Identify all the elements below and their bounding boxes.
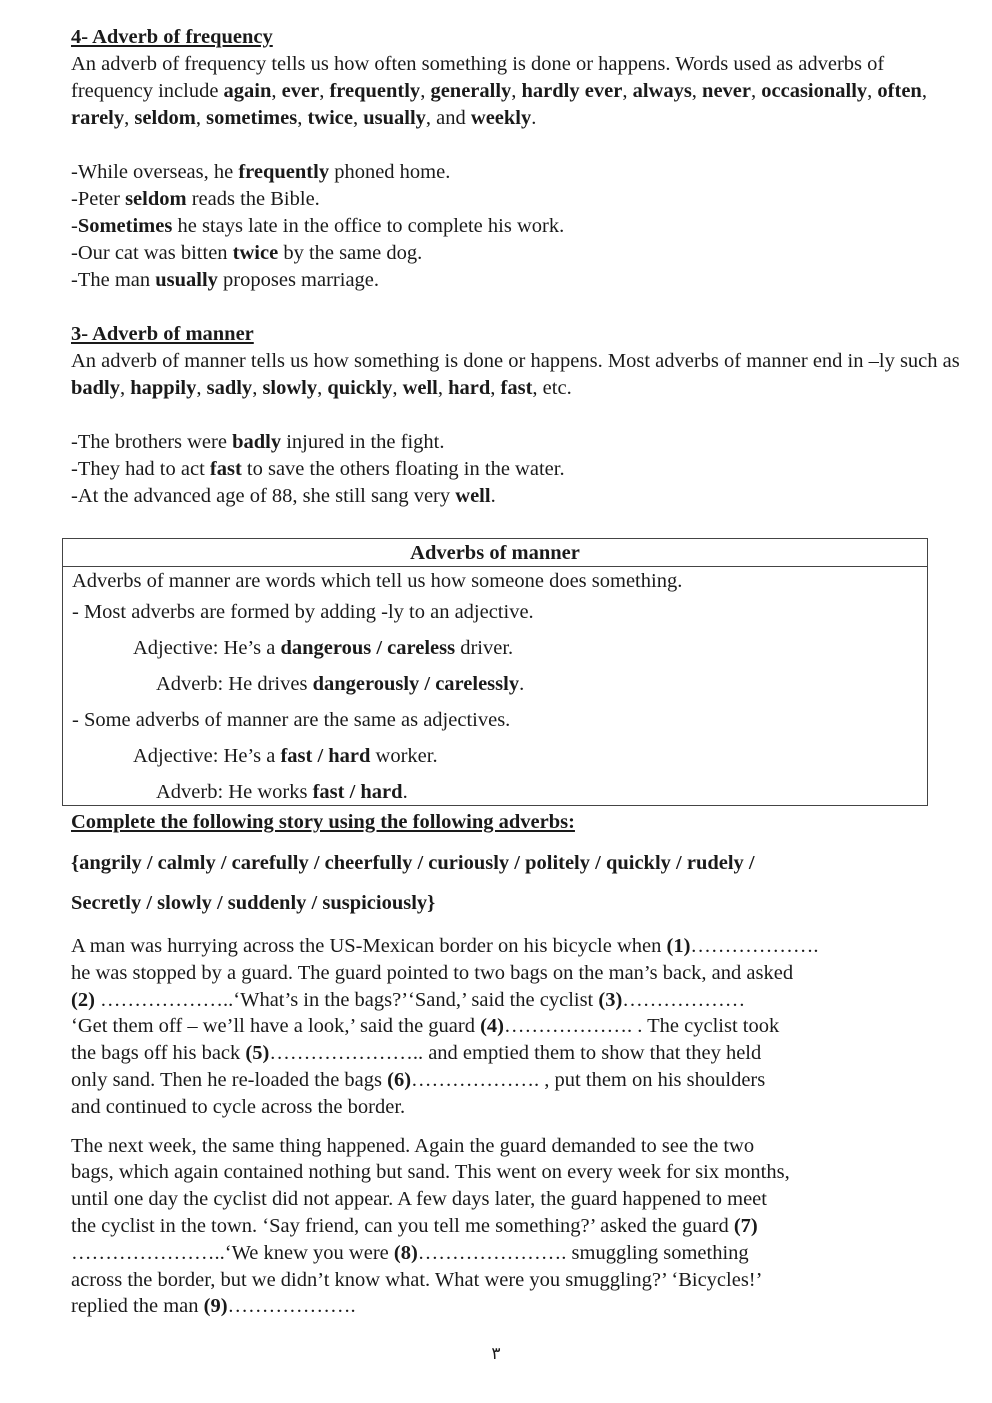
example-text: -The brothers were [71,431,233,453]
frequency-word: again [223,80,272,102]
example-text: -While overseas, he [71,161,239,183]
document-page [71,24,961,510]
story-text: …………………. smuggling something [417,1241,749,1264]
example-text: . [490,485,496,507]
blank-number: (4) [480,1015,505,1038]
frequency-word: sometimes [206,107,298,129]
story-text: the cyclist in the town. ‘Say friend, can you tell me something?’ asked the guard [71,1214,734,1237]
example-sentence [71,159,961,186]
example-text: reads the Bible. [186,188,320,210]
example-text: . [402,781,408,803]
example-text: he stays late in the office to complete his work. [172,215,565,237]
example-text: by the same dog. [278,242,423,264]
manner-word: slowly [262,377,318,399]
example-text: proposes marriage. [217,269,380,291]
story-text: replied the man [71,1295,204,1318]
story-text: ………………. , put them on his shoulders [411,1068,766,1091]
story-text: across the border, but we didn’t know what. What were you smuggling?’ ‘Bicycles!’ [71,1268,763,1291]
example-adverb: twice [232,242,279,264]
exercise-title: Complete the following story using the following adverbs: [71,811,575,833]
example-sentence [71,186,961,213]
frequency-word: hardly ever [521,80,623,102]
frequency-word: always [632,80,692,102]
example-adverb: Sometimes [77,215,173,237]
example-text: driver. [455,637,514,659]
story-text: The next week, the same thing happened. Again the guard demanded to see the two [71,1134,755,1157]
manner-word: fast [500,377,533,399]
story-paragraph-2 [71,1133,951,1321]
manner-word: sadly [206,377,253,399]
blank-number: (1) [666,935,691,957]
example-text: to save the others floating in the water. [241,458,565,480]
story-text: …………………..‘We knew you were [71,1241,394,1264]
example-sentence [71,240,961,267]
box-line-definition: Adverbs of manner are words which tell us how someone does something. [72,570,683,592]
blank-number: (2) [71,988,95,1011]
example-text: injured in the fight. [281,431,445,453]
manner-intro-text: An adverb of manner tells us how something is done or happens. Most adverbs of manner end in –ly such as [71,350,960,372]
example-sentence [71,267,961,294]
blank-number: (9) [203,1295,228,1318]
example-sentence [71,213,961,240]
exercise-word-bank [71,843,951,923]
example-sentence [71,456,961,483]
example-bold: fast / hard [280,745,371,767]
example-text: Adjective: He’s a [133,745,281,767]
box-title: Adverbs of manner [63,539,927,567]
manner-word: badly [71,377,120,399]
frequency-intro [71,51,961,132]
frequency-word: occasionally [761,80,868,102]
story-text: ‘Get them off – we’ll have a look,’ said the guard [71,1015,481,1038]
example-text: -They had to act [71,458,210,480]
manner-word-list: badly, happily, sadly, slowly, quickly, well, hard, fast, etc. [71,377,572,399]
story-text: ……………… [622,988,746,1011]
story-text: ………………. [690,935,819,957]
box-example-adverb-2 [63,777,927,813]
example-text: - [71,215,78,237]
manner-heading: 3- Adverb of manner [71,323,254,345]
frequency-word: seldom [134,107,196,129]
story-text: until one day the cyclist did not appear. A few days later, the guard happened to meet [71,1188,767,1211]
frequency-word: rarely [71,107,125,129]
example-text: Adverb: He drives [156,673,313,695]
frequency-word-list: again, ever, frequently, generally, hardly ever, always, never, occasionally, often, rarely, seldom, sometimes, twice, usually, and weekly. [71,80,927,129]
blank-number: (8) [393,1241,418,1264]
etc-text: etc. [542,377,572,399]
example-adverb: fast [209,458,242,480]
example-adverb: badly [232,431,282,453]
example-text: . [519,673,525,695]
story-text: and continued to cycle across the border. [71,1095,406,1118]
example-bold: dangerously / carelessly [312,673,520,695]
blank-number: (3) [598,988,623,1011]
story-text: ………………. [227,1295,356,1318]
story-text: ………………..‘What’s in the bags?’‘Sand,’ said the cyclist [94,988,599,1011]
story-text: he was stopped by a guard. The guard pointed to two bags on the man’s back, and asked [71,961,794,984]
example-sentence [71,429,961,456]
manner-word: happily [130,377,197,399]
example-text: -Peter [71,188,126,210]
example-text: worker. [370,745,438,767]
frequency-word: never [702,80,751,102]
example-text: -At the advanced age of 88, she still sang very [71,485,456,507]
box-line-same-as-adjectives: - Some adverbs of manner are the same as adjectives. [72,709,511,731]
example-adverb: frequently [238,161,330,183]
story-text: ………………….. and emptied them to show that they held [269,1042,762,1065]
example-adverb: seldom [125,188,187,210]
frequency-word: generally [430,80,512,102]
frequency-word: frequently [329,80,421,102]
exercise-section [71,809,951,1320]
example-adverb: usually [155,269,218,291]
word-bank-line-2: Secretly / slowly / suddenly / suspiciously} [71,892,436,914]
example-sentence [71,483,961,510]
story-text: A man was hurrying across the US-Mexican border on his bicycle when [71,935,667,957]
box-line-ly-rule: - Most adverbs are formed by adding -ly to an adjective. [72,601,534,623]
frequency-heading: 4- Adverb of frequency [71,26,273,48]
example-bold: fast / hard [312,781,403,803]
manner-intro [71,348,961,402]
example-text: -Our cat was bitten [71,242,233,264]
manner-word: hard [448,377,491,399]
blank-number: (5) [245,1042,270,1065]
frequency-word: ever [281,80,320,102]
adverbs-of-manner-box [62,538,928,806]
blank-number: (7) [733,1214,758,1237]
story-text: ………………. . The cyclist took [504,1015,780,1038]
box-example-adverb-1 [63,669,927,705]
box-example-adjective-1 [63,633,927,669]
frequency-examples [71,159,961,294]
story-text: the bags off his back [71,1042,246,1065]
frequency-word: twice [307,107,353,129]
box-example-adjective-2 [63,741,927,777]
example-text: Adjective: He’s a [133,637,281,659]
frequency-intro-text: An adverb of frequency tells us how often something is done or happens. Words used as adverbs of frequency include [71,53,885,102]
and-text: and [436,107,466,129]
example-text: phoned home. [329,161,451,183]
frequency-word: usually [363,107,426,129]
example-text: Adverb: He works [156,781,313,803]
example-bold: dangerous / careless [280,637,456,659]
example-adverb: well [455,485,491,507]
frequency-word: weekly [470,107,532,129]
story-paragraph-1 [71,933,951,1121]
manner-word: quickly [327,377,393,399]
frequency-word: often [877,80,922,102]
word-bank-line-1: {angrily / calmly / carefully / cheerfully / curiously / politely / quickly / rudely / [71,852,755,874]
story-text: only sand. Then he re-loaded the bags [71,1068,388,1091]
manner-word: well [402,377,438,399]
page-number: ٣ [491,1344,501,1364]
example-text: -The man [71,269,156,291]
story-text: bags, which again contained nothing but sand. This went on every week for six months, [71,1161,790,1184]
blank-number: (6) [387,1068,412,1091]
manner-examples [71,429,961,510]
